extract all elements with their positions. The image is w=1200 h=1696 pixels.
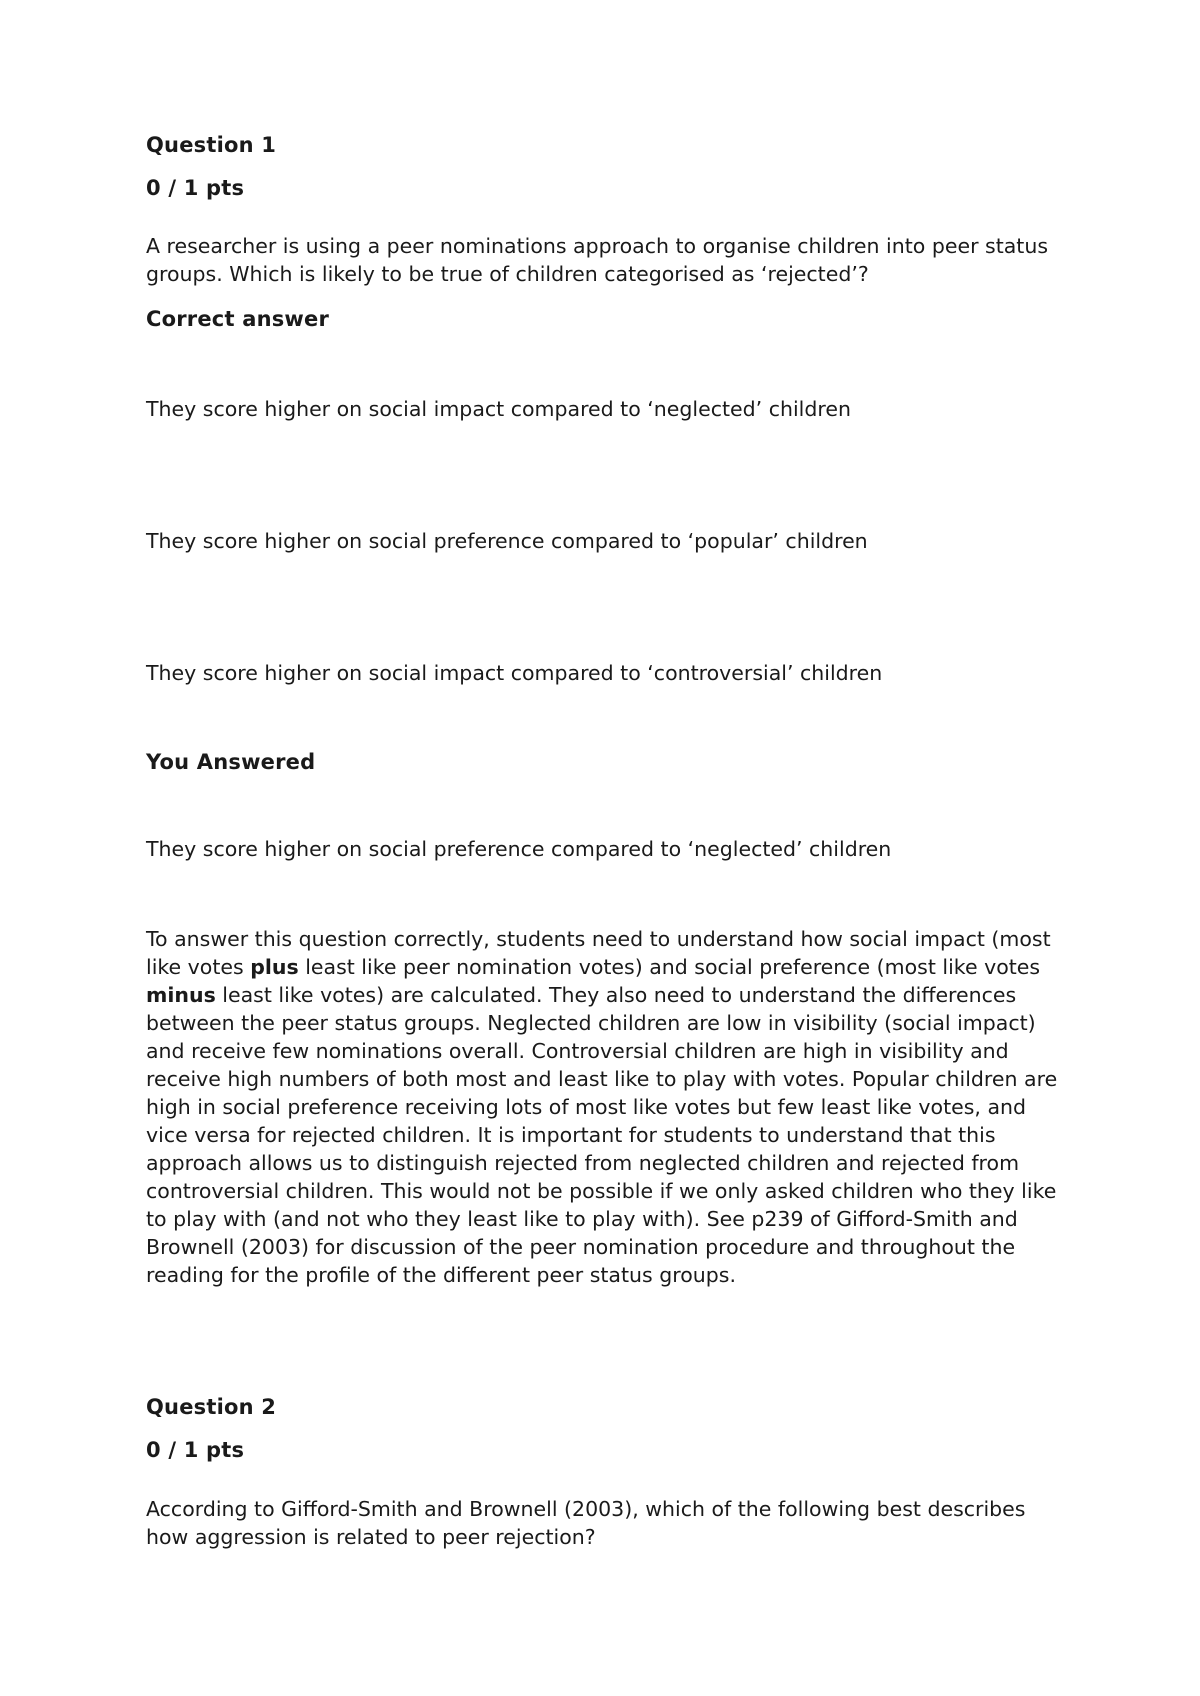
feedback-bold-plus: plus [250, 955, 299, 979]
answer-feedback [146, 925, 1066, 1289]
correct-answer-label: Correct answer [146, 307, 330, 331]
question-1-points: 0 / 1 pts [146, 176, 245, 200]
answer-option-3: They score higher on social impact compared to ‘controversial’ children [146, 661, 883, 685]
answer-option-1: They score higher on social impact compared to ‘neglected’ children [146, 397, 851, 421]
question-2-points: 0 / 1 pts [146, 1438, 245, 1462]
feedback-text-2: least like peer nomination votes) and social preference (most like votes [298, 955, 1041, 979]
question-2-prompt: According to Gifford-Smith and Brownell (2003), which of the following best describes how aggression is related to peer rejection? [146, 1497, 1026, 1549]
your-answer: They score higher on social preference compared to ‘neglected’ children [146, 837, 892, 861]
question-1-prompt: A researcher is using a peer nominations approach to organise children into peer status groups. Which is likely to be true of children categorised as ‘rejected’? [146, 234, 1048, 286]
feedback-text-1: To answer this question correctly, students need to understand how social impact (most like votes [146, 927, 1051, 979]
feedback-bold-minus: minus [146, 983, 216, 1007]
quiz-results-page [146, 0, 1066, 1696]
answer-option-2: They score higher on social preference compared to ‘popular’ children [146, 529, 868, 553]
feedback-text-3: least like votes) are calculated. They also need to understand the differences between the peer status groups. Neglected children are low in visibility (social impact) and receive few nominations overall. Controversial children are high in visibility and receive high numbers of both most and least like to play with votes. Popular children are high in social preference receiving lots of most like votes but few least like votes, and vice versa for rejected children. It is important for students to understand that this approach allows us to distinguish rejected from neglected children and rejected from controversial children. This would not be possible if we only asked children who they like to play with (and not who they least like to play with). See p239 of Gifford-Smith and Brownell (2003) for discussion of the peer nomination procedure and throughout the reading for the profile of the different peer status groups. [146, 983, 1058, 1287]
question-2-title: Question 2 [146, 1395, 277, 1419]
you-answered-label: You Answered [146, 750, 316, 774]
question-1-title: Question 1 [146, 133, 277, 157]
